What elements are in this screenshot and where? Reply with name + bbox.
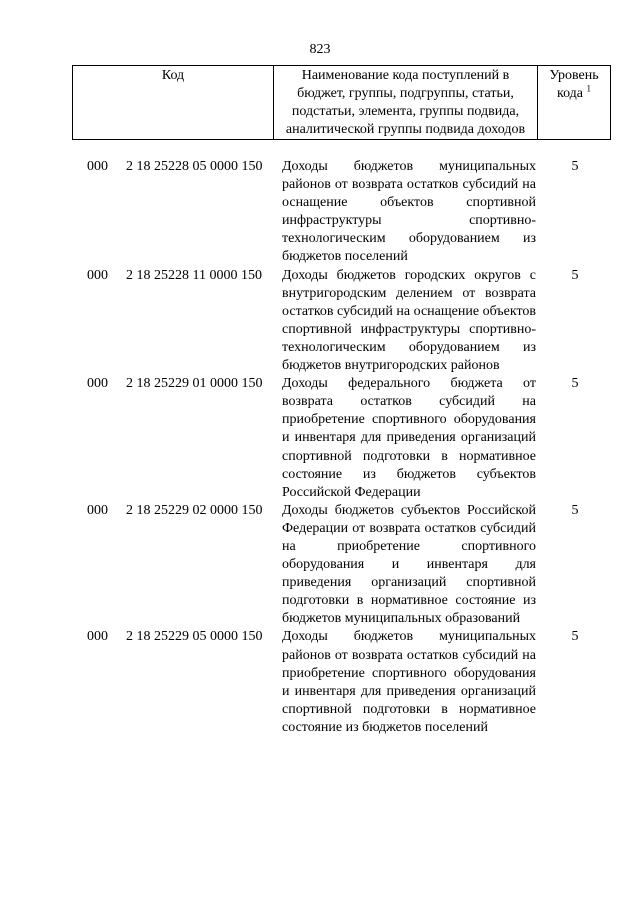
administrator-code: 000 [87, 159, 108, 174]
column-header-code: Код [73, 66, 274, 140]
column-header-name: Наименование кода поступлений в бюджет, группы, подгруппы, статьи, подстатьи, элемента, группы подвида, аналитической группы подвида доходов [274, 66, 538, 140]
administrator-code: 000 [87, 502, 108, 518]
code-level: 5 [571, 502, 579, 518]
revenue-name: Доходы федерального бюджета от возврата остатков субсидий на приобретение спортивного оборудования и инвентаря для приведения организаций спортивной подготовки в нормативное состояние из бюджетов субъектов Российской Федерации [282, 376, 536, 500]
table-row [0, 375, 640, 502]
revenue-name: Доходы бюджетов городских округов с внутригородским делением от возврата остатков субсидий на оснащение объектов спортивной инфраструктуры спортивно-технологическим оборудованием из бюджетов внутригородских районов [282, 267, 536, 374]
revenue-name: Доходы бюджетов субъектов Российской Федерации от возврата остатков субсидий на приобретение спортивного оборудования и инвентаря для приведения организаций спортивной подготовки в нормативное состояние из бюджетов муниципальных образований [282, 502, 536, 627]
revenue-code: 2 18 25229 01 0000 150 [126, 376, 263, 392]
revenue-code: 2 18 25228 05 0000 150 [126, 159, 263, 174]
revenue-name: Доходы бюджетов муниципальных районов от возврата остатков субсидий на приобретение спортивного оборудования и инвентаря для приведения организаций спортивной подготовки в нормативное состояние из бюджетов поселений [282, 629, 536, 735]
revenue-code: 2 18 25229 05 0000 150 [126, 629, 263, 645]
code-level: 5 [571, 267, 579, 283]
revenue-code: 2 18 25228 11 0000 150 [126, 267, 262, 283]
table-row [0, 502, 640, 629]
revenue-name: Доходы бюджетов муниципальных районов от возврата остатков субсидий на оснащение объектов спортивной инфраструктуры спортивно-технологическим оборудованием из бюджетов поселений [282, 159, 536, 265]
table-row [0, 628, 640, 737]
page-number: 823 [309, 42, 331, 57]
administrator-code: 000 [87, 376, 108, 392]
code-level: 5 [571, 376, 579, 392]
column-header-level-label: Уровень кода [549, 68, 599, 102]
footnote-marker: 1 [586, 83, 592, 94]
table-row [0, 158, 640, 267]
table-header [72, 65, 611, 140]
code-level: 5 [571, 629, 579, 645]
revenue-code: 2 18 25229 02 0000 150 [126, 502, 263, 518]
code-level: 5 [571, 159, 579, 174]
column-header-level [538, 66, 611, 140]
administrator-code: 000 [87, 267, 108, 283]
table-body [0, 158, 640, 737]
table-row [0, 267, 640, 376]
administrator-code: 000 [87, 629, 108, 645]
